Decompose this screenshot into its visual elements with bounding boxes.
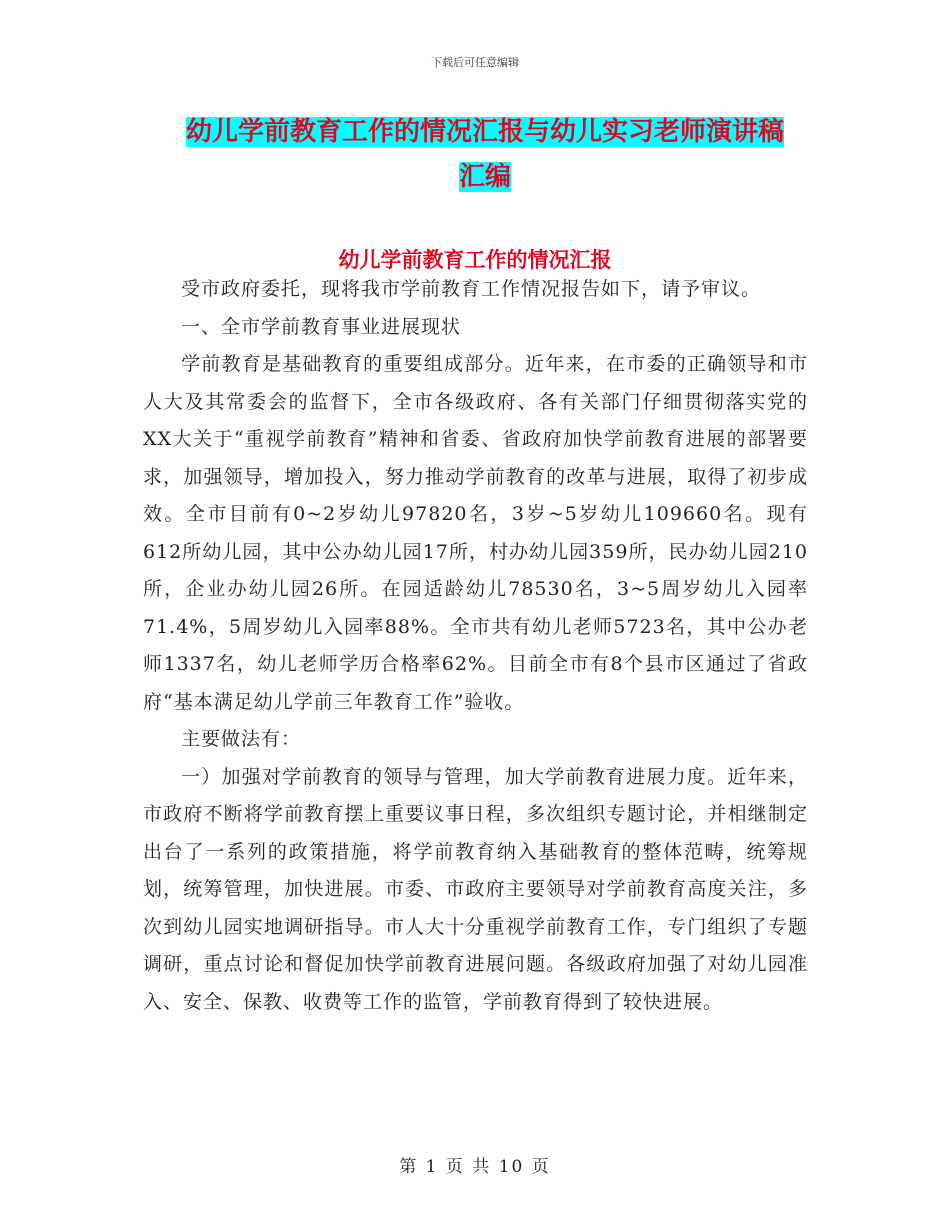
header-note: 下载后可任意编辑 [431,56,519,69]
document-title-line-1: 幼儿学前教育工作的情况汇报与幼儿实习老师演讲稿 [185,117,784,147]
paragraph: 一）加强对学前教育的领导与管理，加大学前教育进展力度。近年来，市政府不断将学前教育摆上重要议事日程，多次组织专题讨论，并相继制定出台了一系列的政策措施，将学前教育纳入基础教育的整体范畴，统筹规划，统筹管理，加快进展。市委、市政府主要领导对学前教育高度关注，多次到幼儿园实地调研指导。市人大十分重视学前教育工作，专门组织了专题调研，重点讨论和督促加快学前教育进展问题。各级政府加强了对幼儿园准入、安全、保教、收费等工作的监管，学前教育得到了较快进展。 [143,765,808,1013]
page-footer: 第 1 页 共 10 页 [399,1157,551,1177]
paragraph: 学前教育是基础教育的重要组成部分。近年来，在市委的正确领导和市人大及其常委会的监督下，全市各级政府、各有关部门仔细贯彻落实党的XX大关于“重视学前教育”精神和省委、省政府加快学前教育进展的部署要求，加强领导，增加投入，努力推动学前教育的改革与进展，取得了初步成效。全市目前有0~2岁幼儿97820名，3岁~5岁幼儿109660名。现有612所幼儿园，其中公办幼儿园17所，村办幼儿园359所，民办幼儿园210所，企业办幼儿园26所。在园适龄幼儿78530名，3~5周岁幼儿入园率71.4%，5周岁幼儿入园率88%。全市共有幼儿老师5723名，其中公办老师1337名，幼儿老师学历合格率62%。目前全市有8个县市区通过了省政府“基本满足幼儿学前三年教育工作”验收。 [143,353,808,713]
section-title: 幼儿学前教育工作的情况汇报 [338,248,612,272]
paragraph: 主要做法有： [181,728,302,750]
document-title-line-2: 汇编 [458,162,511,192]
paragraph: 受市政府委托，现将我市学前教育工作情况报告如下，请予审议。 [181,278,762,300]
body-text [143,271,808,1021]
document-title [150,110,820,200]
paragraph: 一、全市学前教育事业进展现状 [181,315,462,338]
